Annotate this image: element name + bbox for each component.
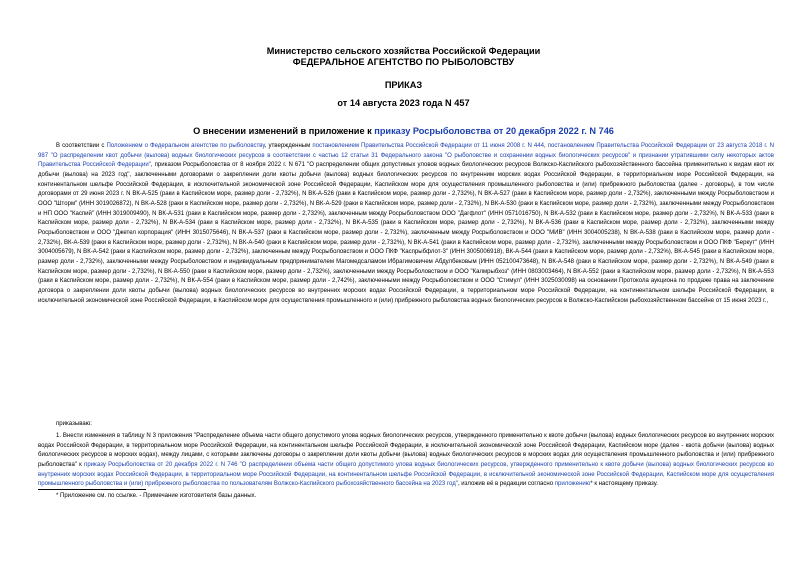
agency-name: ФЕДЕРАЛЬНОЕ АГЕНТСТВО ПО РЫБОЛОВСТВУ: [292, 57, 515, 67]
agency-regulation-link[interactable]: Положением о Федеральном агентстве по рыболовству: [106, 143, 265, 149]
appendix-link[interactable]: приложению: [554, 481, 591, 488]
government-decree-444-link[interactable]: постановлением Правительства Российской Федерации от 11 июня 2008 г. N 444: [312, 143, 544, 149]
preamble-text-3: ,: [544, 143, 548, 149]
item-1-paragraph: [38, 432, 774, 490]
preamble-text-4: , приказом Росрыболовства от 8 ноября 2022 г. N 671 "О распределении общих допустимых уловов водных биологических ресурсов Волжско-Каспийского рыбохозяйственного бассейна применительно к видам квот их добычи (вылова) на 2023 год", заключенными договорами о закреплении доли квоты добычи (вылова) водных биологических ресурсов по внутренним морских водах Российской Федерации, в территориальном море Российской Федерации, на континентальном шельфе Российской Федерации, в исключительной экономической зоне Российской Федерации, Каспийском море для осуществления промышленного рыболовства и (или) прибрежного рыболовства (далее - договоры), в том числе договорами от 29 июня 2023 г. N ВК-А-525 (раки в Каспийском море, размер доли - 2,732%), N ВК-А-526 (раки в Каспийском море, размер доли - 2,732%), N ВК-А-527 (раки в Каспийском море, размер доли - 2,732%), заключенными между Росрыболовством и ООО "Шторм" (ИНН 3019026872), N ВК-А-528 (раки в Каспийском море, размер доли - 2,732%), N ВК-А-529 (раки в Каспийском море, размер доли - 2,732%), N ВК-А-530 (раки в Каспийском море, размер доли - 2,732%), заключенными между Росрыболовством и НП ООО "Каспий" (ИНН 3019009490), N ВК-А-531 (раки в Каспийском море, размер доли - 2,732%), заключенным между Росрыболовством ООО "Дагфлот" (ИНН 0571016750), N ВК-А-532 (раки в Каспийском море, размер доли - 2,732%), N ВК-А-533 (раки в Каспийском море, размер доли - 2,732%), N ВК-А-534 (раки в Каспийском море, размер доли - 2,732%), N ВК-А-535 (раки в Каспийском море, размер доли - 2,732%), N ВК-А-536 (раки в Каспийском море, размер доли - 2,732%), заключенными между Росрыболовством и ООО "Джетел корпорация" (ИНН 3015075646), N ВК-А-537 (раки в Каспийском море, размер доли - 2,732%), заключенным между Росрыболовством и ООО "МИВ" (ИНН 3004005238), N ВК-А-538 (раки в Каспийском море, размер доли - 2,732%), ВК-А-539 (раки в Каспийском море, размер доли - 2,732%), N ВК-А-540 (раки в Каспийском море, размер доли - 2,732%), N ВК-А-541 (раки в Каспийском море, размер доли - 2,732%), заключенными между Росрыболовством и ООО ПКФ "Беркут" (ИНН 3004005679), N ВК-А-542 (раки в Каспийском море, размер доли - 2,732%), заключенным между Росрыболовством и ООО ПКФ "Каспрыбфлот-3" (ИНН 3005006918), ВК-А-544 (раки в Каспийском море, размер доли - 2,732%), ВК-А-545 (раки в Каспийском море, размер доли - 2,732%), заключенными между Росрыболовством и индивидуальным предпринимателем Магомедсаламом Ибрагимовичем Абдулбековым (ИНН 052100473648), N ВК-А-548 (раки в Каспийском море, размер доли - 2,732%), N ВК-А-549 (раки в Каспийском море, размер доли - 2,732%), N ВК-А-550 (раки в Каспийском море, размер доли - 2,732%), заключенными между Росрыболовством и ООО "Калмрыбхоз" (ИНН 0803003464), N ВК-А-552 (раки в Каспийском море, размер доли - 2,732%), N ВК-А-553 (раки в Каспийском море, размер доли - 2,732%), N ВК-А-554 (раки в Каспийском море, размер доли - 2,742%), заключенными между Росрыболовством и ООО "Стимул" (ИНН 3025030098) на основании Протокола аукциона по продаже права на заключение договора о закреплении доли квоты добычи (вылова) водных биологических ресурсов во внутренних морских водах Российской Федерации, в территориальном море Российской Федерации, на континентальном шельфе Российской Федерации, в исключительной экономической зоне Российской Федерации, в Каспийском море для осуществления промышленного и (или) прибрежного рыболовства водных биологических ресурсов в Волжско-Каспийском рыбохозяйственном бассейне от 15 июня 2023 г.,: [38, 162, 774, 304]
item-1-text-3: * к настоящему приказу.: [590, 481, 658, 488]
preamble-text-1: В соответствии с: [56, 143, 107, 149]
footnote: * Приложение см. по ссылке. - Примечание изготовителя базы данных.: [56, 493, 257, 499]
title-prefix: О внесении изменений в приложение к: [193, 126, 375, 136]
preamble-text-2: , утвержденным: [264, 143, 313, 149]
ministry-name: Министерство сельского хозяйства Российской Федерации: [266, 46, 541, 56]
item-1-text-2: , изложив её в редакции согласно: [457, 481, 555, 488]
document-type: ПРИКАЗ: [384, 80, 423, 90]
item-1-text-1: 1. Внести изменения в таблицу N 3 приложения "Распределение объема части общего допустимого улова водных биологических ресурсов, утвержденного применительно к квоте добычи (вылова) водных биологических ресурсов во внутренних морских водах Российской Федерации, в территориальном море Российской Федерации, на континентальном шельфе Российской Федерации, в исключительной экономической зоне Российской Федерации, Каспийском море (далее - квота добычи (вылова) водных биологических ресурсов в морских водах), между лицами, с которыми заключены договоры о закреплении доли квоты добычи (вылова) водных биологических ресурсов в морских водах для осуществления промышленного рыболовства и (или) прибрежного рыболовства" к: [38, 433, 774, 468]
footnote-divider: [38, 489, 146, 490]
preamble-paragraph: [38, 142, 774, 306]
document-date-number: от 14 августа 2023 года N 457: [337, 98, 470, 108]
title-order-link[interactable]: приказу Росрыболовства от 20 декабря 2022 г. N 746: [374, 126, 614, 136]
order-746-link[interactable]: приказу Росрыболовства от 20 декабря 2022 г. N 746 "О распределении объема части общего допустимого улова водных биологических ресурсов, утвержденного применительно к квоте добычи (вылова) водных биологических ресурсов во внутренних морских водах Российской Федерации, в территориальном море Российской Федерации, на континентальном шельфе Российской Федерации, в исключительной экономической зоне Российской Федерации, Каспийском море для осуществления промышленного рыболовства и (или) прибрежного рыболовства по пользователям Волжско-Каспийского рыбохозяйственного бассейна на 2023 год": [38, 461, 774, 488]
document-title: [0, 126, 807, 137]
government-decree-987-link[interactable]: постановлением Правительства Российской Федерации от 23 августа 2018 г. N 987 "О распределении квот добычи (вылова) водных биологических ресурсов в соответствии с частью 12 статьи 31 Федерального закона "О рыболовстве и сохранении водных биологических ресурсов" и признании утратившими силу некоторых актов Правительства Российской Федерации": [38, 143, 774, 169]
ordered-line: приказываю:: [56, 421, 92, 427]
